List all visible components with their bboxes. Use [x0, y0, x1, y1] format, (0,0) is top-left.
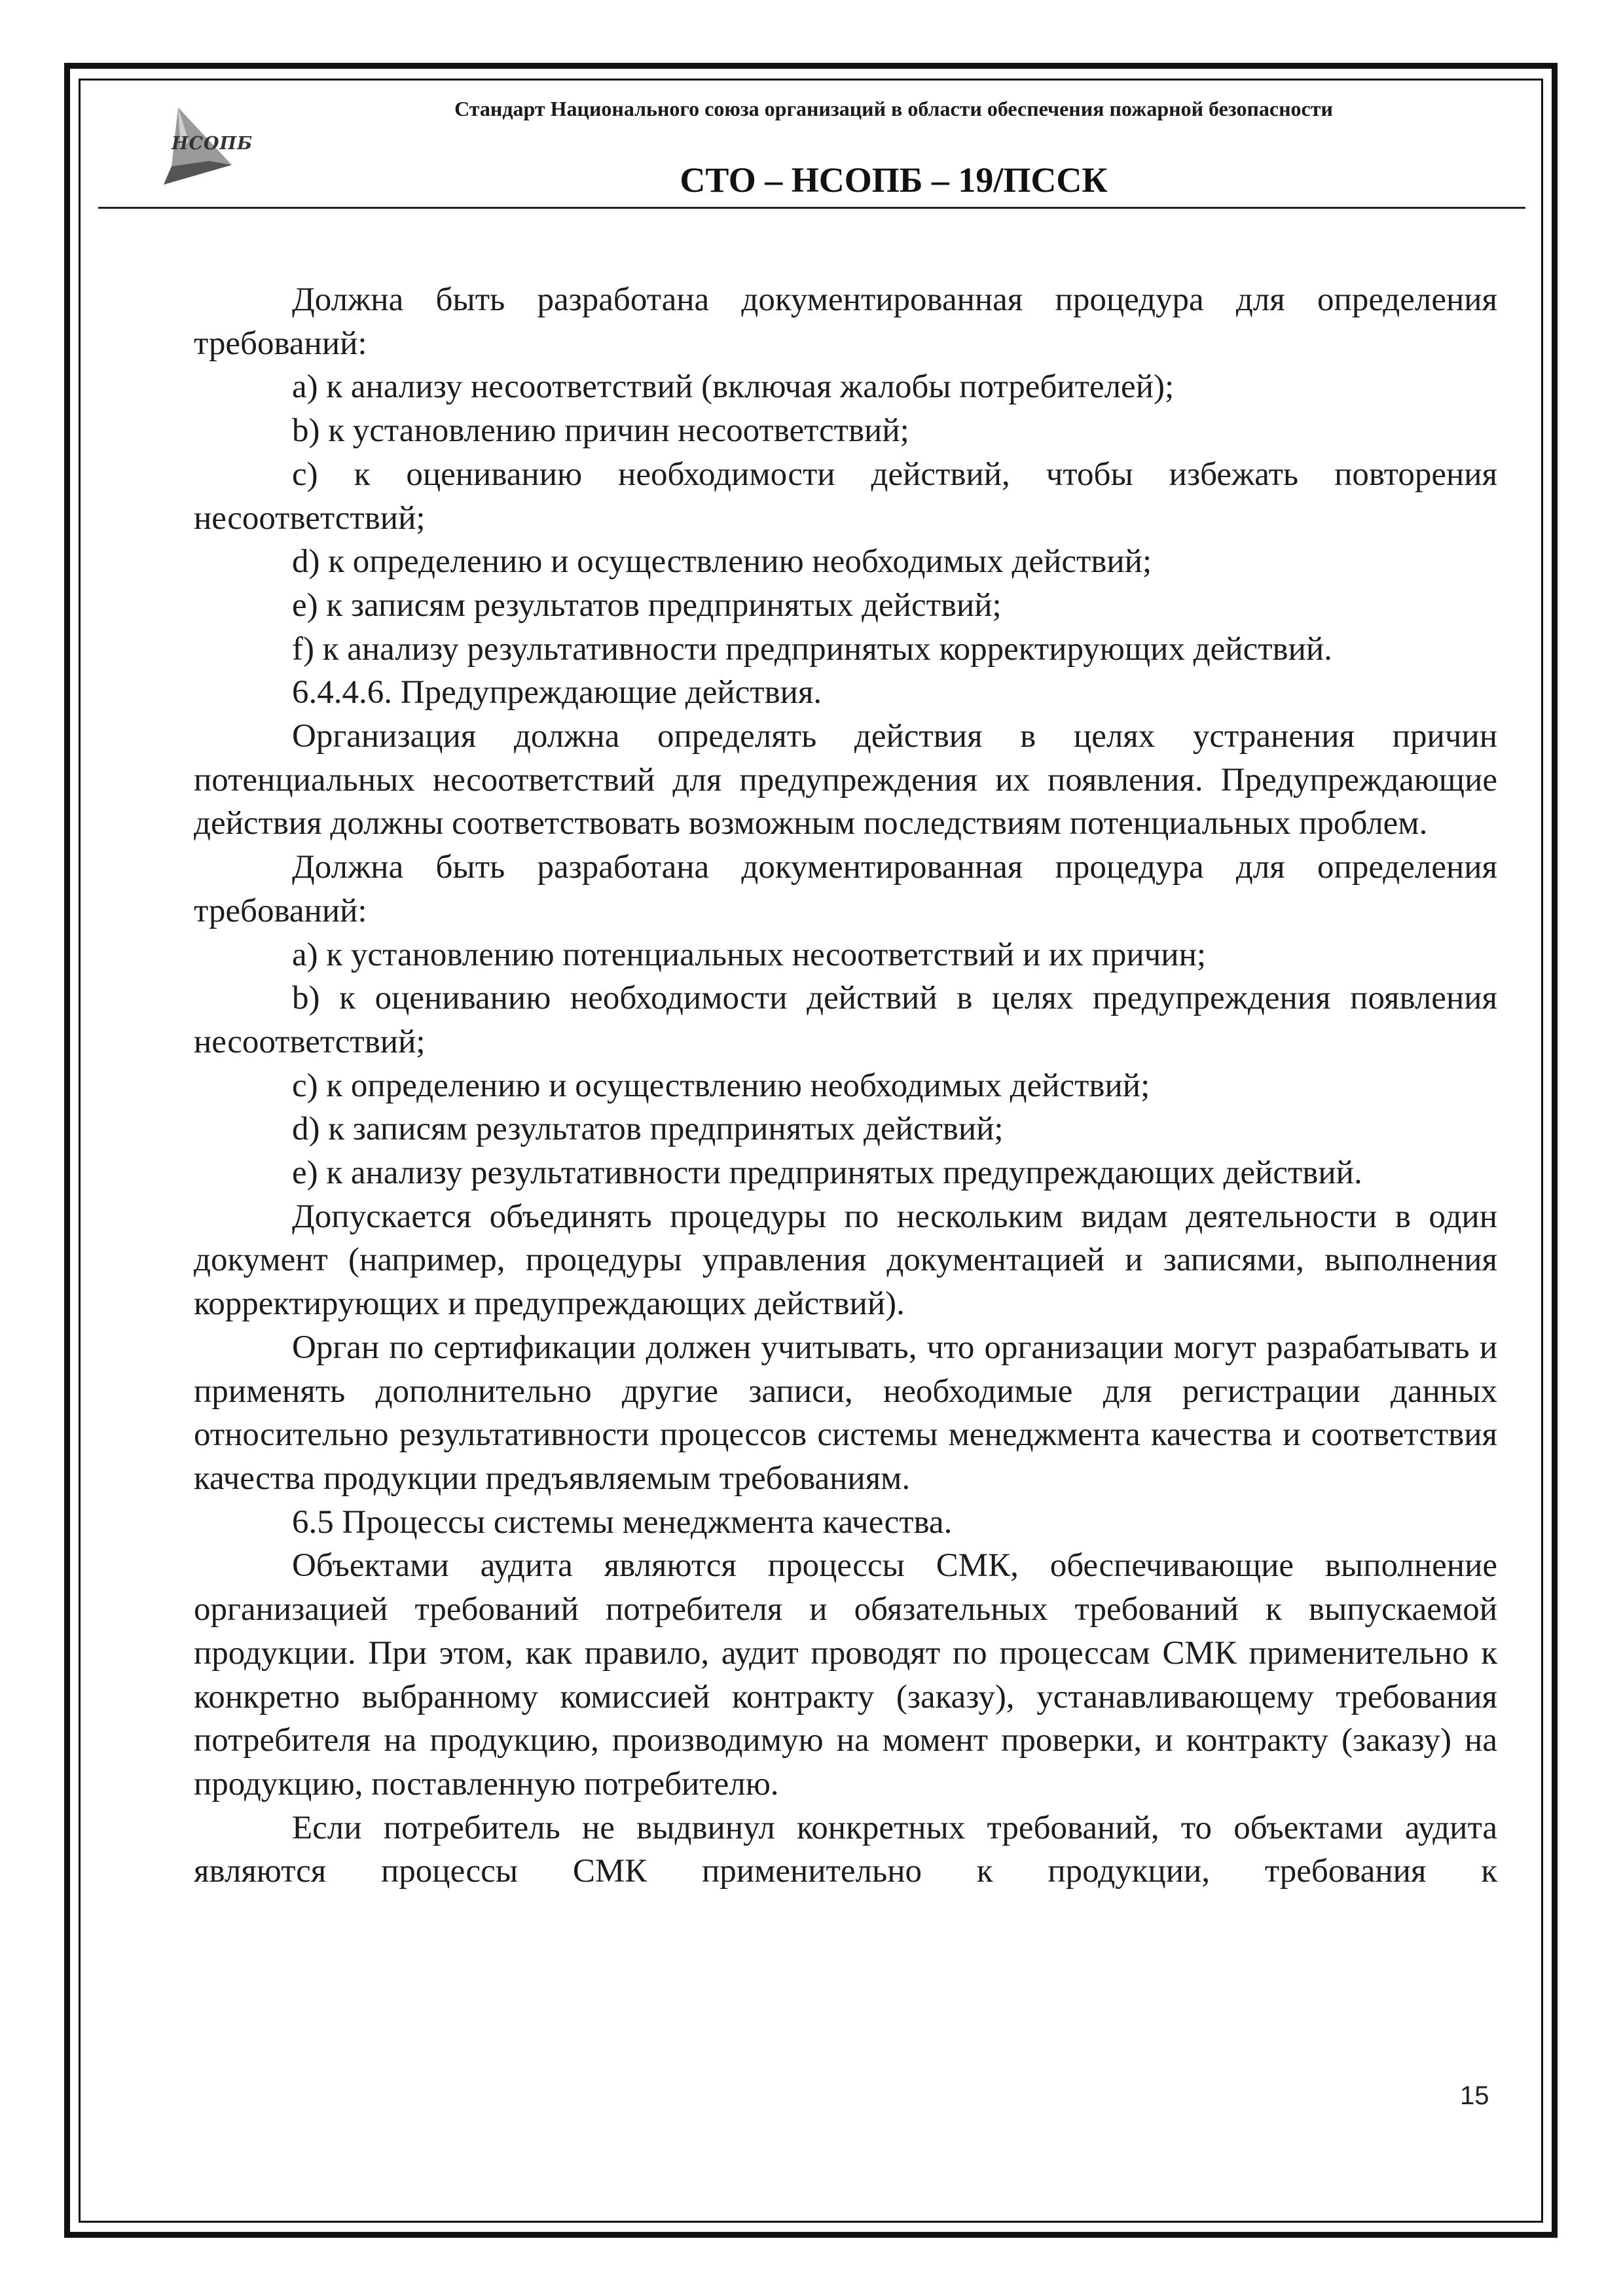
- document-body: [194, 278, 1497, 1893]
- paragraph: Если потребитель не выдвинул конкретных требований, то объектами аудита являются процессы СМК применительно к продукции, требования к: [194, 1809, 1497, 1890]
- list-item: e) к записям результатов предпринятых действий;: [292, 586, 1002, 624]
- paragraph: Объектами аудита являются процессы СМК, обеспечивающие выполнение организацией требований потребителя и обязательных требований к выпускаемой продукции. При этом, как правило, аудит проводят по процессам СМК применительно к конкретно выбранному комиссией контракту (заказу), устанавливающему требования потребителя на продукцию, производимую на момент проверки, и контракту (заказу) на продукцию, поставленную потребителю.: [194, 1547, 1497, 1803]
- list-item: c) к определению и осуществлению необходимых действий;: [292, 1067, 1150, 1104]
- list-item: b) к оцениванию необходимости действий в целях предупреждения появления несоответствий;: [194, 980, 1497, 1060]
- paragraph: Должна быть разработана документированная процедура для определения требований:: [194, 849, 1497, 929]
- list-item: d) к записям результатов предпринятых действий;: [292, 1111, 1004, 1148]
- section-heading: 6.5 Процессы системы менеджмента качества.: [292, 1503, 953, 1541]
- standard-organization-title: Стандарт Национального союза организаций в области обеспечения пожарной безопасности: [454, 97, 1333, 120]
- list-item: f) к анализу результативности предпринятых корректирующих действий.: [292, 630, 1332, 668]
- document-code: СТО – НСОПБ – 19/ПССК: [680, 160, 1108, 200]
- list-item: a) к анализу несоответствий (включая жалобы потребителей);: [292, 368, 1175, 406]
- list-item: e) к анализу результативности предпринятых предупреждающих действий.: [292, 1155, 1362, 1192]
- page-number: 15: [1460, 2081, 1489, 2110]
- list-item: b) к установлению причин несоответствий;: [292, 412, 909, 450]
- list-item: a) к установлению потенциальных несоответствий и их причин;: [292, 936, 1207, 973]
- logo-text: НСОПБ: [172, 134, 253, 154]
- section-heading: 6.4.4.6. Предупреждающие действия.: [292, 674, 822, 711]
- paragraph: Орган по сертификации должен учитывать, что организации могут разрабатывать и применять дополнительно другие записи, необходимые для регистрации данных относительно результативности процессов системы менеджмента качества и соответствия качества продукции предъявляемым требованиям.: [194, 1329, 1497, 1497]
- list-item: d) к определению и осуществлению необходимых действий;: [292, 543, 1152, 581]
- header-divider: [98, 207, 1525, 209]
- paragraph: Должна быть разработана документированная процедура для определения требований:: [194, 281, 1497, 362]
- list-item: c) к оцениванию необходимости действий, чтобы избежать повторения несоответствий;: [194, 456, 1497, 537]
- paragraph: Допускается объединять процедуры по нескольким видам деятельности в один документ (например, процедуры управления документацией и записями, выполнения корректирующих и предупреждающих действий).: [194, 1198, 1497, 1323]
- paragraph: Организация должна определять действия в целях устранения причин потенциальных несоответствий для предупреждения их появления. Предупреждающие действия должны соответствовать возможным последствиям потенциальных проблем.: [194, 718, 1497, 842]
